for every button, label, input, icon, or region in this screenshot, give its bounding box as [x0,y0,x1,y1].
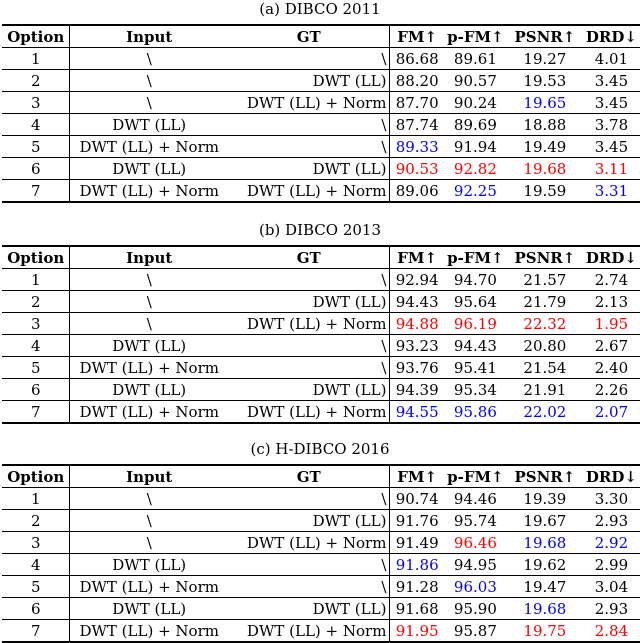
header-pfm: p-FM↑ [444,246,507,269]
fm-cell: 91.76 [390,510,444,532]
fm-cell: 94.43 [390,291,444,313]
drd-cell: 3.45 [583,136,640,158]
option-cell: 3 [2,92,70,114]
gt-cell: DWT (LL) [228,158,390,180]
header-psnr: PSNR↑ [507,465,583,488]
input-cell: DWT (LL) + Norm [70,136,228,158]
input-cell: \ [70,488,228,510]
fm-cell: 92.94 [390,269,444,291]
table-row [2,554,640,576]
table-caption: (b) DIBCO 2013 [258,221,382,239]
option-cell: 7 [2,180,70,203]
header-input: Input [70,465,228,488]
input-cell: DWT (LL) + Norm [70,576,228,598]
option-cell: 2 [2,291,70,313]
pfm-cell: 95.86 [444,401,507,424]
table-row [2,313,640,335]
psnr-cell: 19.68 [507,598,583,620]
input-cell: \ [70,92,228,114]
option-cell: 2 [2,70,70,92]
table-row [2,357,640,379]
table-row [2,488,640,510]
table-row [2,92,640,114]
drd-cell: 4.01 [583,48,640,70]
table-row [2,532,640,554]
input-cell: DWT (LL) + Norm [70,180,228,203]
gt-cell: \ [228,269,390,291]
psnr-cell: 19.53 [507,70,583,92]
gt-cell: DWT (LL) [228,379,390,401]
psnr-cell: 21.57 [507,269,583,291]
header-option: Option [2,465,70,488]
drd-cell: 3.11 [583,158,640,180]
table-row [2,401,640,424]
option-cell: 7 [2,620,70,643]
option-cell: 5 [2,576,70,598]
option-cell: 6 [2,379,70,401]
table-row [2,48,640,70]
drd-cell: 3.45 [583,92,640,114]
psnr-cell: 21.79 [507,291,583,313]
pfm-cell: 95.87 [444,620,507,643]
header-option: Option [2,25,70,48]
drd-cell: 3.04 [583,576,640,598]
gt-cell: \ [228,335,390,357]
option-cell: 6 [2,598,70,620]
pfm-cell: 94.46 [444,488,507,510]
table-row [2,620,640,643]
gt-cell: DWT (LL) [228,510,390,532]
option-cell: 1 [2,488,70,510]
gt-cell: DWT (LL) + Norm [228,532,390,554]
table-row [2,335,640,357]
input-cell: DWT (LL) [70,158,228,180]
psnr-cell: 20.80 [507,335,583,357]
psnr-cell: 19.27 [507,48,583,70]
results-table [2,464,640,643]
input-cell: DWT (LL) + Norm [70,401,228,424]
drd-cell: 2.07 [583,401,640,424]
fm-cell: 90.53 [390,158,444,180]
input-cell: DWT (LL) [70,335,228,357]
option-cell: 3 [2,532,70,554]
pfm-cell: 94.70 [444,269,507,291]
psnr-cell: 22.32 [507,313,583,335]
input-cell: \ [70,269,228,291]
drd-cell: 2.93 [583,510,640,532]
table-row [2,291,640,313]
fm-cell: 93.76 [390,357,444,379]
fm-cell: 89.33 [390,136,444,158]
psnr-cell: 21.54 [507,357,583,379]
pfm-cell: 90.57 [444,70,507,92]
results-table [2,24,640,203]
pfm-cell: 95.74 [444,510,507,532]
fm-cell: 89.06 [390,180,444,203]
table-row [2,510,640,532]
drd-cell: 2.13 [583,291,640,313]
psnr-cell: 19.49 [507,136,583,158]
input-cell: \ [70,291,228,313]
table-row [2,114,640,136]
header-fm: FM↑ [390,246,444,269]
option-cell: 4 [2,114,70,136]
input-cell: \ [70,48,228,70]
option-cell: 4 [2,335,70,357]
table-row [2,269,640,291]
pfm-cell: 95.64 [444,291,507,313]
drd-cell: 2.40 [583,357,640,379]
pfm-cell: 96.03 [444,576,507,598]
gt-cell: DWT (LL) + Norm [228,401,390,424]
header-psnr: PSNR↑ [507,25,583,48]
option-cell: 3 [2,313,70,335]
psnr-cell: 19.67 [507,510,583,532]
pfm-cell: 94.95 [444,554,507,576]
pfm-cell: 89.61 [444,48,507,70]
option-cell: 7 [2,401,70,424]
pfm-cell: 89.69 [444,114,507,136]
header-gt: GT [228,465,390,488]
fm-cell: 91.95 [390,620,444,643]
gt-cell: \ [228,576,390,598]
fm-cell: 87.74 [390,114,444,136]
option-cell: 4 [2,554,70,576]
table-row [2,180,640,203]
header-gt: GT [228,246,390,269]
pfm-cell: 90.24 [444,92,507,114]
pfm-cell: 96.19 [444,313,507,335]
header-option: Option [2,246,70,269]
psnr-cell: 19.68 [507,158,583,180]
header-input: Input [70,246,228,269]
input-cell: DWT (LL) [70,554,228,576]
option-cell: 5 [2,357,70,379]
pfm-cell: 92.82 [444,158,507,180]
psnr-cell: 18.88 [507,114,583,136]
fm-cell: 87.70 [390,92,444,114]
psnr-cell: 19.68 [507,532,583,554]
table-row [2,576,640,598]
psnr-cell: 21.91 [507,379,583,401]
pfm-cell: 92.25 [444,180,507,203]
header-psnr: PSNR↑ [507,246,583,269]
fm-cell: 88.20 [390,70,444,92]
input-cell: \ [70,313,228,335]
psnr-cell: 19.39 [507,488,583,510]
drd-cell: 2.74 [583,269,640,291]
drd-cell: 2.92 [583,532,640,554]
psnr-cell: 19.75 [507,620,583,643]
pfm-cell: 95.34 [444,379,507,401]
table-row [2,70,640,92]
table-caption: (a) DIBCO 2011 [259,0,381,18]
fm-cell: 91.28 [390,576,444,598]
option-cell: 2 [2,510,70,532]
fm-cell: 90.74 [390,488,444,510]
gt-cell: DWT (LL) + Norm [228,313,390,335]
gt-cell: \ [228,114,390,136]
pfm-cell: 91.94 [444,136,507,158]
input-cell: DWT (LL) [70,379,228,401]
drd-cell: 1.95 [583,313,640,335]
psnr-cell: 19.62 [507,554,583,576]
table-caption: (c) H-DIBCO 2016 [250,440,390,458]
gt-cell: \ [228,48,390,70]
drd-cell: 2.67 [583,335,640,357]
header-row [2,246,640,269]
header-drd: DRD↓ [583,246,640,269]
gt-cell: \ [228,136,390,158]
fm-cell: 91.86 [390,554,444,576]
psnr-cell: 19.65 [507,92,583,114]
gt-cell: DWT (LL) + Norm [228,620,390,643]
psnr-cell: 19.59 [507,180,583,203]
drd-cell: 2.26 [583,379,640,401]
table-row [2,136,640,158]
header-input: Input [70,25,228,48]
drd-cell: 2.99 [583,554,640,576]
header-row [2,25,640,48]
header-pfm: p-FM↑ [444,25,507,48]
gt-cell: DWT (LL) [228,70,390,92]
results-table [2,245,640,424]
input-cell: DWT (LL) [70,598,228,620]
header-fm: FM↑ [390,465,444,488]
drd-cell: 3.31 [583,180,640,203]
drd-cell: 2.84 [583,620,640,643]
pfm-cell: 96.46 [444,532,507,554]
gt-cell: DWT (LL) [228,598,390,620]
option-cell: 1 [2,269,70,291]
table-row [2,158,640,180]
fm-cell: 94.55 [390,401,444,424]
drd-cell: 3.78 [583,114,640,136]
header-row [2,465,640,488]
fm-cell: 93.23 [390,335,444,357]
fm-cell: 94.39 [390,379,444,401]
fm-cell: 91.49 [390,532,444,554]
option-cell: 1 [2,48,70,70]
pfm-cell: 95.41 [444,357,507,379]
gt-cell: DWT (LL) + Norm [228,180,390,203]
drd-cell: 3.30 [583,488,640,510]
gt-cell: DWT (LL) [228,291,390,313]
header-drd: DRD↓ [583,465,640,488]
pfm-cell: 95.90 [444,598,507,620]
input-cell: DWT (LL) + Norm [70,620,228,643]
input-cell: \ [70,510,228,532]
psnr-cell: 22.02 [507,401,583,424]
input-cell: DWT (LL) + Norm [70,357,228,379]
header-gt: GT [228,25,390,48]
table-row [2,598,640,620]
input-cell: \ [70,70,228,92]
option-cell: 6 [2,158,70,180]
option-cell: 5 [2,136,70,158]
input-cell: \ [70,532,228,554]
table-row [2,379,640,401]
gt-cell: \ [228,488,390,510]
pfm-cell: 94.43 [444,335,507,357]
gt-cell: \ [228,554,390,576]
drd-cell: 3.45 [583,70,640,92]
fm-cell: 86.68 [390,48,444,70]
fm-cell: 91.68 [390,598,444,620]
header-fm: FM↑ [390,25,444,48]
header-pfm: p-FM↑ [444,465,507,488]
input-cell: DWT (LL) [70,114,228,136]
gt-cell: \ [228,357,390,379]
gt-cell: DWT (LL) + Norm [228,92,390,114]
fm-cell: 94.88 [390,313,444,335]
psnr-cell: 19.47 [507,576,583,598]
drd-cell: 2.93 [583,598,640,620]
header-drd: DRD↓ [583,25,640,48]
